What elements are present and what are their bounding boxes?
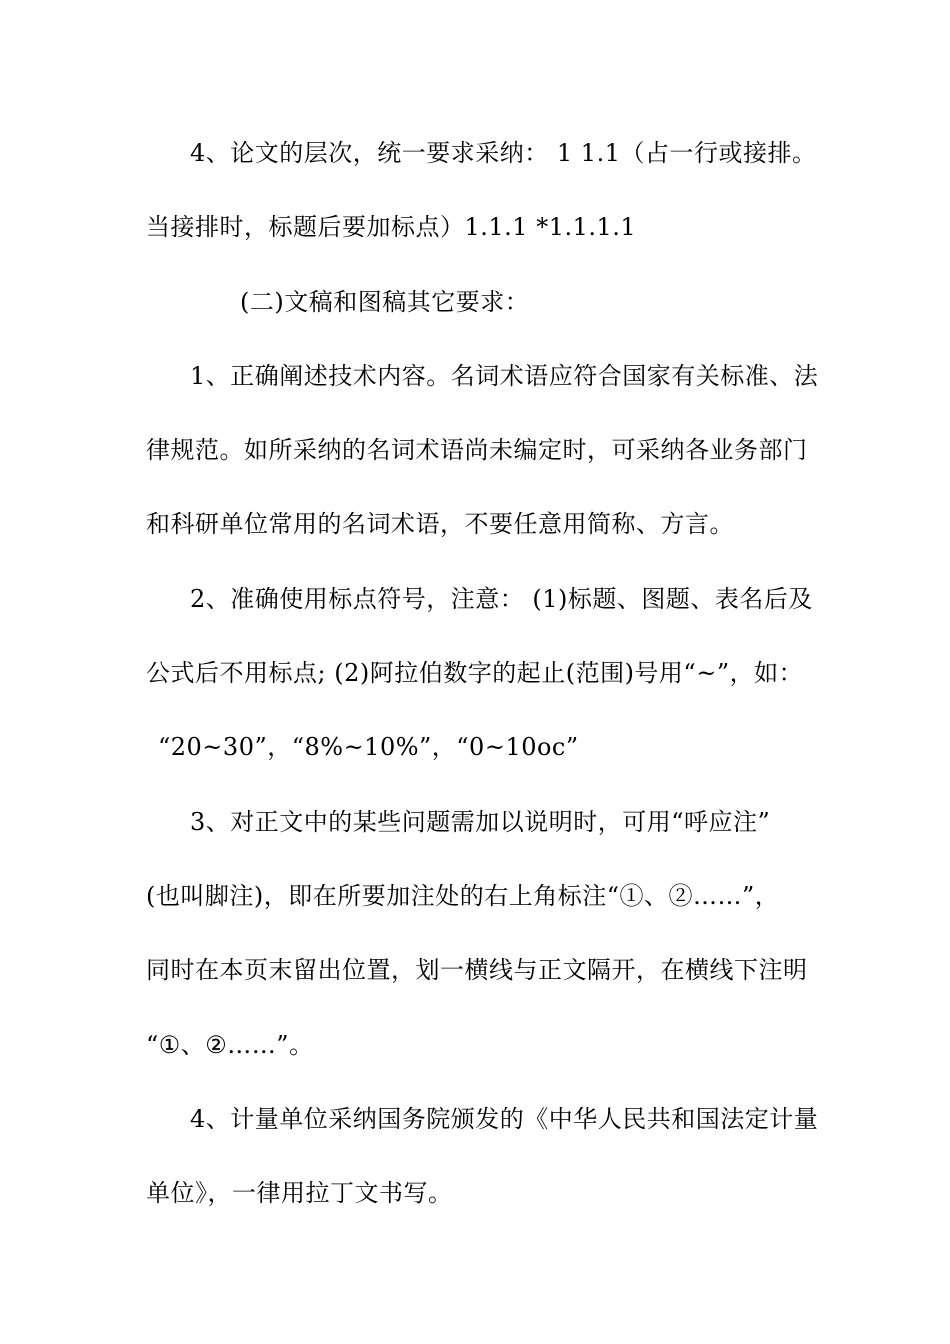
text-line: 律规范。如所采纳的名词术语尚未编定时，可采纳各业务部门 [146, 436, 808, 464]
section-heading: (二)文稿和图稿其它要求： [240, 288, 530, 316]
text-line: 2、准确使用标点符号，注意： (1)标题、图题、表名后及 [190, 585, 813, 613]
text-line: 同时在本页末留出位置，划一横线与正文隔开，在横线下注明 [146, 956, 808, 984]
text-line: 单位》，一律用拉丁文书写。 [146, 1179, 453, 1207]
text-line: 1、正确阐述技术内容。名词术语应符合国家有关标准、法 [190, 362, 819, 390]
text-line: “①、②……”。 [146, 1031, 314, 1059]
text-line: 4、论文的层次，统一要求采纳： 1 1.1（占一行或接排。 [190, 139, 817, 167]
text-line: 当接排时，标题后要加标点）1.1.1 *1.1.1.1 [146, 213, 637, 241]
text-line: 3、对正文中的某些问题需加以说明时，可用“呼应注” [190, 808, 771, 836]
text-line: 公式后不用标点; (2)阿拉伯数字的起止(范围)号用“~”，如： [146, 659, 804, 687]
text-line: “20~30”，“8%~10%”，“0~10oc” [158, 733, 579, 761]
text-line: 4、计量单位采纳国务院颁发的《中华人民共和国法定计量 [190, 1105, 819, 1133]
text-line: 和科研单位常用的名词术语，不要任意用简称、方言。 [146, 510, 734, 538]
text-line: (也叫脚注)，即在所要加注处的右上角标注“①、②……”， [146, 882, 780, 910]
